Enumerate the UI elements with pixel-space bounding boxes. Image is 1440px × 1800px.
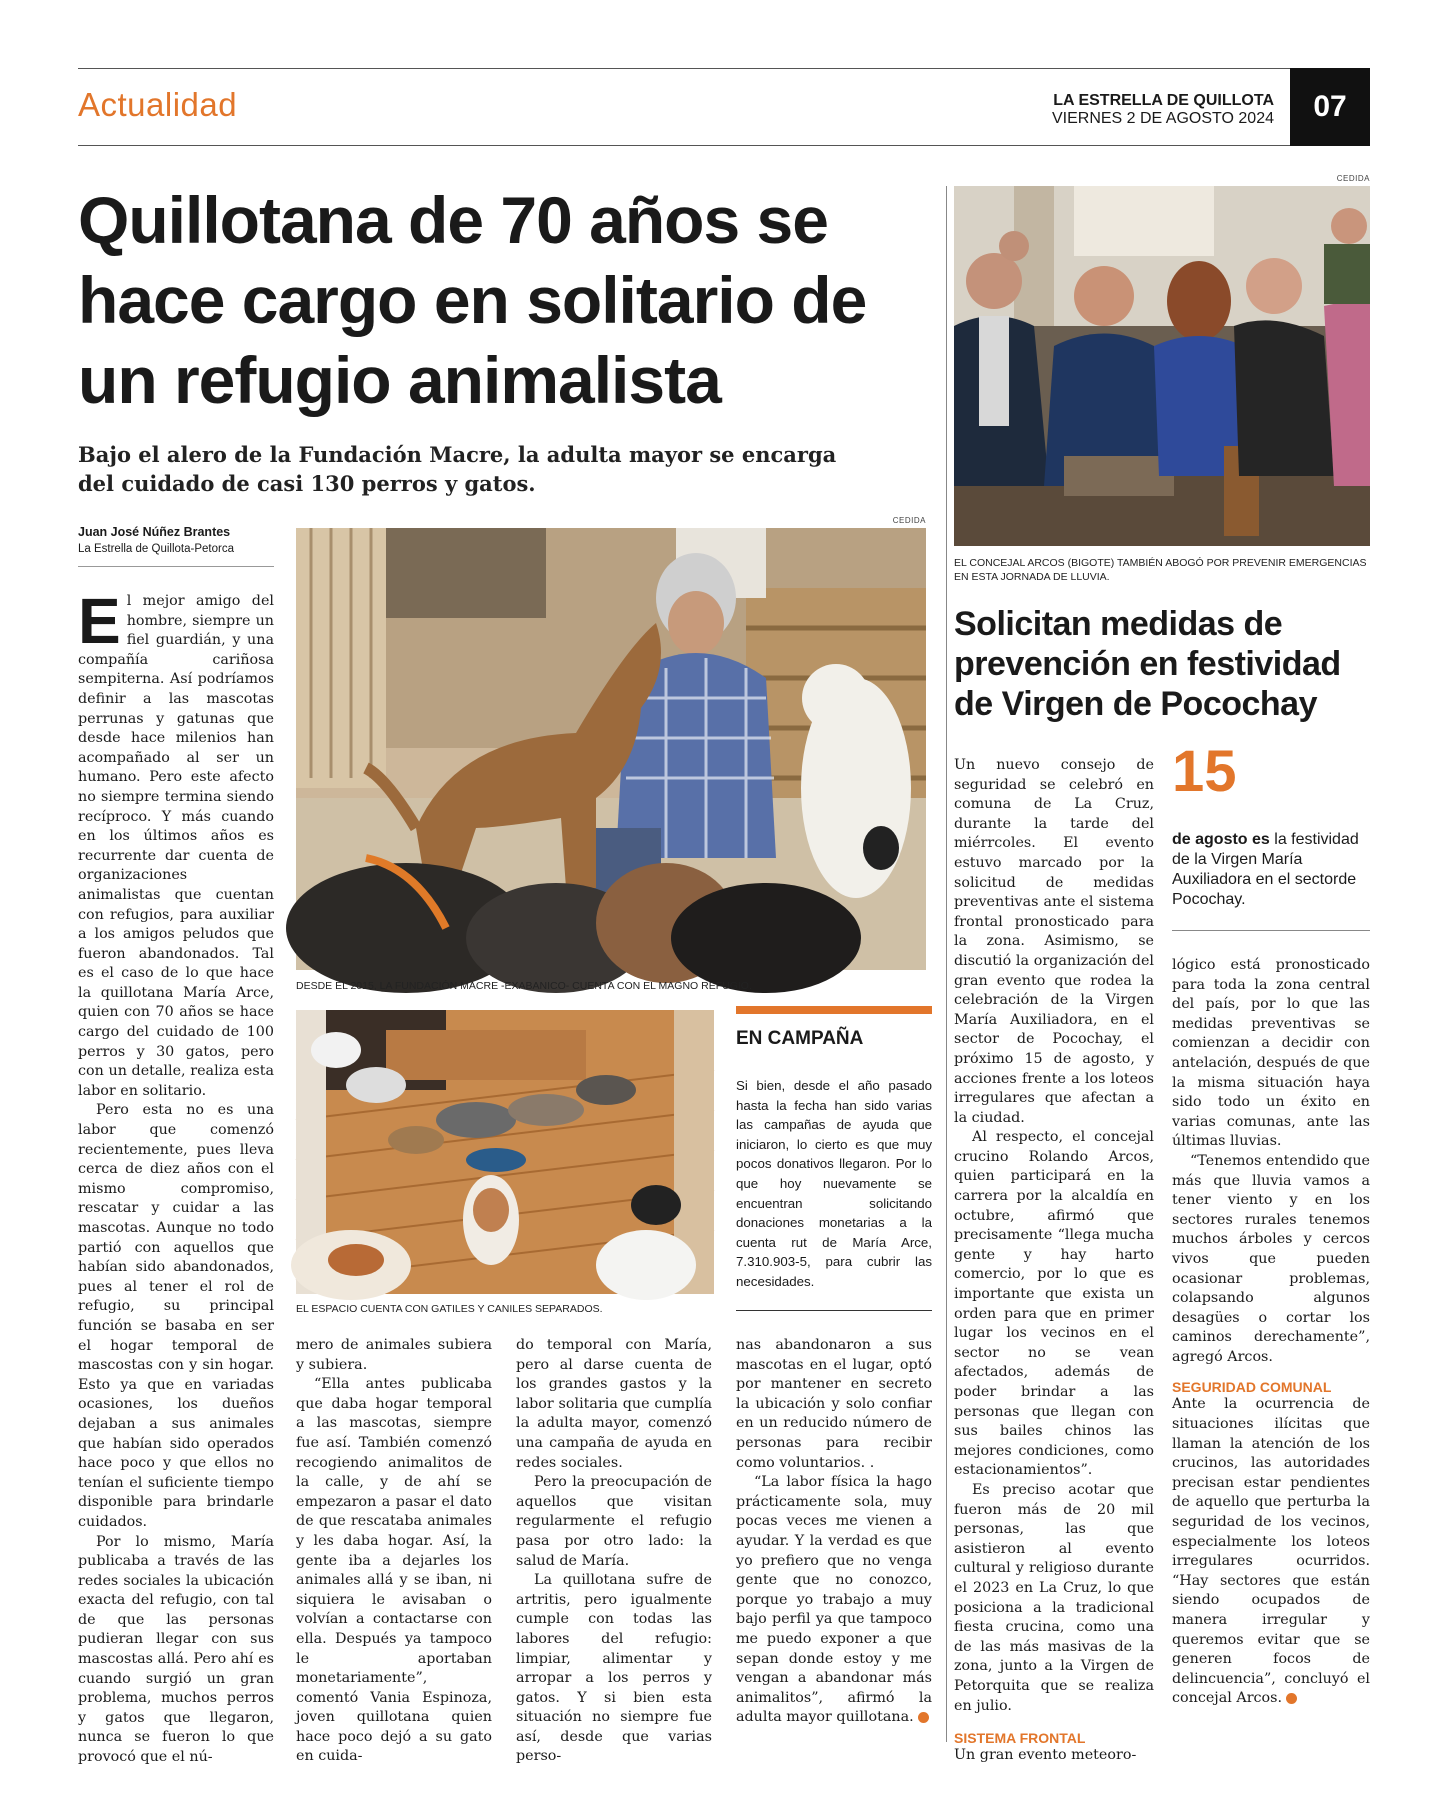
box-text: Si bien, desde el año pasado hasta la fecha han sido varias las campañas de ayuda que iniciaron, lo cierto es que muy pocos donativos llegaron. Por lo que hoy nuevamente se encuentran solicitando donaciones monetarias a la cuenta rut de María Arce, 7.310.903-5, para cubrir las necesidades.	[736, 1078, 932, 1289]
side-column-a	[954, 756, 1154, 1764]
column-separator	[946, 186, 947, 1742]
photo1-credit: CEDIDA	[892, 516, 926, 525]
box-bottom-rule	[736, 1310, 932, 1311]
side-column-b	[1172, 956, 1370, 1746]
column-1	[78, 585, 274, 1766]
col2-paragraph-2: “Ella antes publicaba que daba hogar temporal a las mascotas, siempre fue así. También comenzó recogiendo animalitos de la calle, y de ahí se empezaron a pasar el dato de que rescataba animales y les daba hogar. Así, la gente iba a dejarles los animales allá y se iban, ni siquiera le avisaban o volvían a contactarse con ella. Después ya tampoco le aportaban monetariamente”, comentó Vania Espinoza, joven quillotana quien hace poco dejó a su gato en cuida-	[296, 1376, 492, 1765]
end-mark-icon	[918, 1712, 929, 1723]
page-number: 07	[1290, 68, 1370, 146]
cattery-photo	[296, 1010, 714, 1294]
side-a-paragraph-2: Al respecto, el concejal crucino Rolando Arcos, quien participará en la carrera por la alcaldía en octubre, afirmó que precisamente “llega mucha gente y hay harto comercio, por lo que es importante que exista un orden para que en primer lugar los vecinos en el sector no se vean afectados, además de poder brindar a las personas que llegan con sus bailes chinos las mejores condiciones, como estacionamientos”.	[954, 1129, 1154, 1479]
main-deck: Bajo el alero de la Fundación Macre, la adulta mayor se encarga del cuidado de casi 130 perros y gatos.	[78, 442, 837, 496]
col1-paragraph-2: Pero esta no es una labor que comenzó recientemente, pues lleva cerca de diez años con el mismo compromiso, rescatar y cuidar a las mascotas. Aunque no todo partió con aquellos que habían sido abandonados, pues al tener el rol de refugio, su principal función se basaba en ser el hogar temporal de mascostas con y sin hogar. Esto ya que en variadas ocasiones, los dueños dejaban a sus animales que habían sido operados hace poco y que ellos no tenían el suficiente tiempo disponible para brindarle cuidados.	[78, 1102, 274, 1530]
council-photo	[954, 186, 1370, 546]
fact-body: la festividad de la Virgen María Auxiliadora en el sectorde Pocochay.	[1172, 831, 1359, 908]
side-photo-caption: EL CONCEJAL ARCOS (BIGOTE) TAMBIÉN ABOGÓ POR PREVENIR EMERGENCIAS EN ESTA JORNADA DE LLUVIA.	[954, 557, 1367, 583]
box-top-rule	[736, 1006, 932, 1014]
header-bottom-rule	[78, 145, 1290, 146]
photo2-caption: EL ESPACIO CUENTA CON GATILES Y CANILES SEPARADOS.	[296, 1303, 603, 1315]
column-3	[516, 1336, 712, 1765]
column-2	[296, 1336, 492, 1765]
fact-bold: de agosto es	[1172, 831, 1270, 848]
subhead-seguridad-comunal: SEGURIDAD COMUNAL	[1172, 1379, 1332, 1396]
refuge-photo	[296, 528, 926, 970]
side-b-paragraph-3: Ante la ocurrencia de situaciones ilícitas que llaman la atención de los crucinos, las autoridades precisan estar pendientes de aquello que perturba la seguridad de los vecinos, especialmente los loteos irregulares ocurridos. “Hay sectores que están siendo ocupados de manera irregular y queremos evitar que se generen focos de delincuencia”, concluyó el concejal Arcos.	[1172, 1396, 1370, 1707]
col2-paragraph-1: mero de animales subiera y subiera.	[296, 1337, 492, 1373]
col4-paragraph-1: nas abandonaron a sus mascotas en el lugar, optó por mantener en secreto la ubicación y solo confiar en un reducido número de personas para recibir como voluntarios. .	[736, 1337, 932, 1471]
subhead-sistema-frontal: SISTEMA FRONTAL	[954, 1730, 1086, 1747]
col3-paragraph-2: Pero la preocupación de aquellos que visitan regularmente el refugio pasa por otro lado: la salud de María.	[516, 1474, 712, 1569]
fact-number: 15	[1172, 739, 1237, 804]
header-top-rule	[78, 68, 1370, 69]
side-b-paragraph-1: lógico está pronosticado para toda la zona central del país, por lo que las medidas preventivas se comienzan a decidir con antelación, después de que la misma situación haya sido todo un éxito en varias comunas, ante las últimas lluvias.	[1172, 957, 1370, 1150]
author: Juan José Núñez Brantes	[78, 525, 231, 539]
col1-paragraph-1: l mejor amigo del hombre, siempre un fiel guardián, y una compañía cariñosa sempiterna. Así podríamos definir a las mascotas perrunas y gatunas que desde hace milenios han acompañado al ser un humano. Pero este afecto no siempre termina siendo recíproco. Y más cuando en los últimos años es recurrente dar cuenta de organizaciones animalistas que cuentan con refugios, para auxiliar a los amigos peludos que fueron abandonados. Tal es el caso de lo que hace la quillotana María Arce, quien con 70 años se hace cargo del cuidado de 100 perros y 30 gatos, pero con un detalle, realiza esta labor en solitario.	[78, 593, 274, 1099]
box-title: EN CAMPAÑA	[736, 1028, 864, 1049]
side-b-paragraph-2: “Tenemos entendido que más que lluvia vamos a tener viento y en los sectores rurales tenemos muchos árboles y cercos vivos que pueden ocasionar problemas, colapsando algunos desagües o cortar los caminos derechamente”, agregó Arcos.	[1172, 1152, 1370, 1365]
col4-paragraph-2: “La labor física la hago prácticamente sola, muy pocas veces me vienen a ayudar. Y la verdad es que yo prefiero que no venga gente que no conozco, porque yo trabajo a muy bajo perfil ya que tampoco me puedo exponer a que sepan donde estoy y me vengan a abandonar más animalitos”, afirmó la adulta mayor quillotana.	[736, 1474, 932, 1726]
side-a-paragraph-4: Un gran evento meteoro-	[954, 1747, 1137, 1764]
side-headline: Solicitan medidas de prevención en festividad de Virgen de Pocochay	[954, 605, 1341, 723]
side-a-paragraph-1: Un nuevo consejo de seguridad se celebró en comuna de La Cruz, durante la tarde del miérrcoles. El evento estuvo marcado por la solicitud de medidas preventivas ante el sistema frontal pronosticado para la zona. Asimismo, se discutió la organización del gran evento que rodea la celebración de la Virgen María Auxiliadora, en el sector de Pocochay, el próximo 15 de agosto, y acciones frente a los loteos irregulares que afectan a la ciudad.	[954, 757, 1154, 1126]
outlet: La Estrella de Quillota-Petorca	[78, 543, 234, 555]
byline-rule	[78, 566, 274, 567]
main-headline: Quillotana de 70 años se hace cargo en solitario de un refugio animalista	[78, 183, 867, 417]
photo1-caption: DESDE EL 2015, LA FUNDACIÓN MACRE -EXABANICO- CUENTA CON EL MAGNO REFUGIO.	[296, 980, 752, 992]
col3-paragraph-1: do temporal con María, pero al darse cuenta de los grandes gastos y la labor solitaria que cumplía la adulta mayor, comenzó una campaña de ayuda en redes sociales.	[516, 1337, 712, 1471]
fact-text	[1172, 830, 1370, 910]
section-label: Actualidad	[78, 86, 238, 123]
col1-paragraph-3: Por lo mismo, María publicaba a través de las redes sociales la ubicación exacta del refugio, con tal de que las personas pudieran llegar con sus mascostas allá. Pero ahí es cuando surgió un gran problema, muchos perros y gatos que llegaron, nunca se fueron lo que provocó que el nú-	[78, 1533, 274, 1766]
issue-date: VIERNES 2 DE AGOSTO 2024	[1051, 110, 1274, 127]
drop-cap: E	[78, 585, 121, 657]
col3-paragraph-3: La quillotana sufre de artritis, pero igualmente cumple con todas las labores del refugio: limpiar, alimentar y arropar a los perros y gatos. Y si bien esta situación no siempre fue así, desde que varias perso-	[516, 1572, 712, 1765]
side-a-paragraph-3: Es preciso acotar que fueron más de 20 mil personas, las que asistieron al evento cultural y religioso durante el 2023 en La Cruz, lo que posiciona a la tradicional fiesta crucina, como una de las más masivas de la zona, junto a la Virgen de Petorquita que se realiza en julio.	[954, 1481, 1154, 1714]
fact-rule	[1172, 930, 1370, 931]
end-mark-icon	[1286, 1693, 1297, 1704]
paper-name: LA ESTRELLA DE QUILLOTA	[1053, 92, 1274, 109]
side-photo-credit: CEDIDA	[1336, 174, 1370, 183]
column-4	[736, 1336, 932, 1736]
